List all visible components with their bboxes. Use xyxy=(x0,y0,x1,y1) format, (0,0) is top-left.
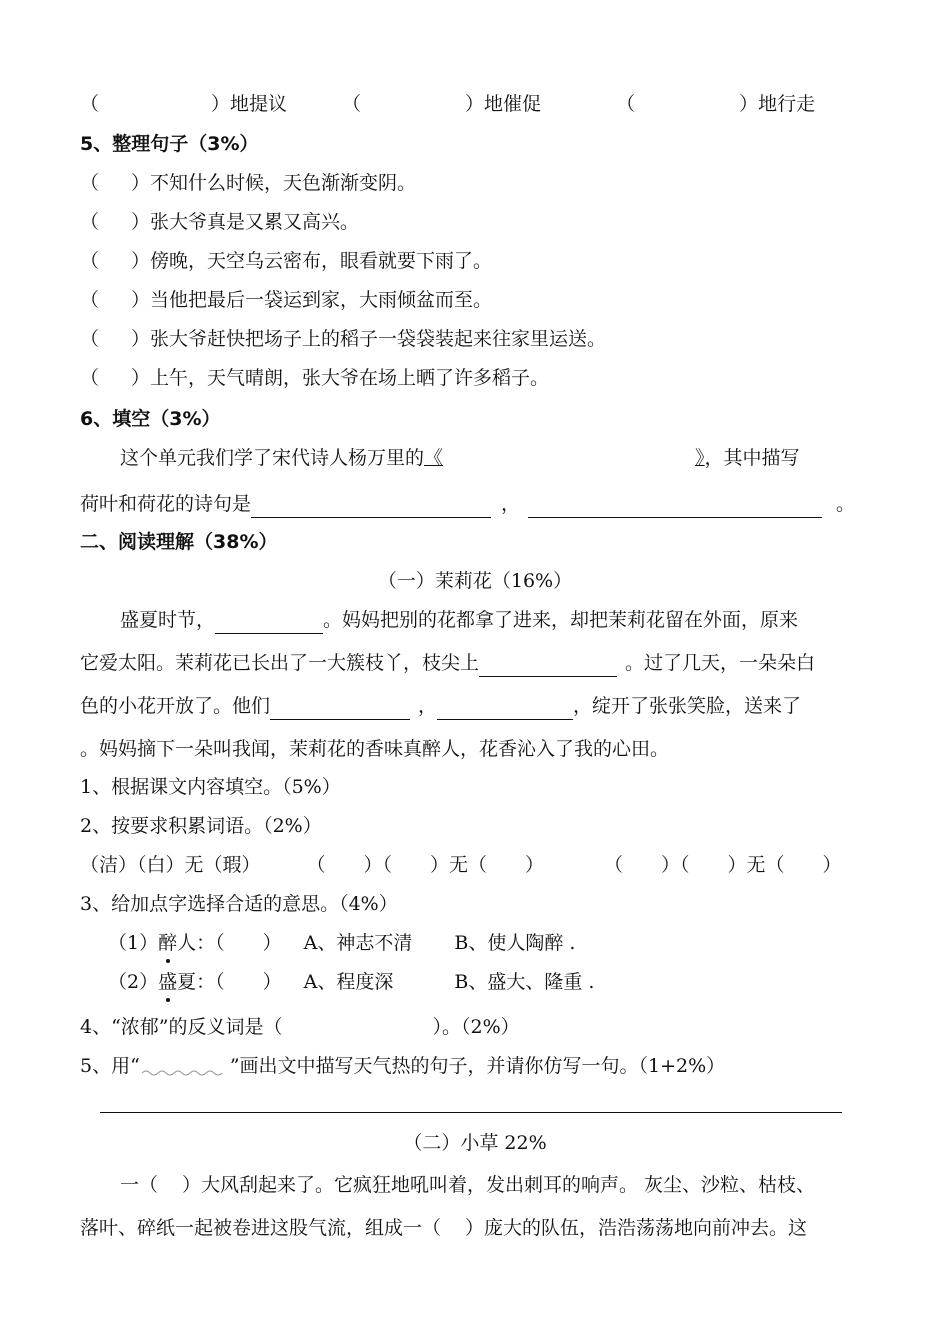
answer-line[interactable] xyxy=(100,1112,842,1113)
sentence-order-item: （ ）张大爷赶快把场子上的稻子一袋袋装起来往家里运送。 xyxy=(80,328,607,350)
adverb-blanks-line xyxy=(80,90,880,118)
passage-2-title: （二）小草 22% xyxy=(403,1132,547,1154)
question-5: 5、用“ ”画出文中描写天气热的句子，并请你仿写一句。（1+2%） xyxy=(80,1055,726,1077)
section-6-title: 6、填空（3%） xyxy=(80,408,221,430)
part-2-title: 二、阅读理解（38%） xyxy=(80,531,278,553)
option-b: B、使人陶醉 . xyxy=(454,932,576,954)
sentence-order-item: （ ）张大爷真是又累又高兴。 xyxy=(80,211,360,233)
paren-open: （ xyxy=(616,93,636,115)
question-4: 4、“浓郁”的反义词是（ ）。（2%） xyxy=(80,1016,520,1038)
fill-in-line-2: 荷叶和荷花的诗句是 ， 。 xyxy=(80,490,880,518)
question-3: 3、给加点字选择合适的意思。（4%） xyxy=(80,893,398,915)
passage-blank[interactable] xyxy=(215,611,323,634)
word-blank-1[interactable]: （ ）（ ）无（ ） xyxy=(306,854,545,876)
sentence-order-item: （ ）傍晚，天空乌云密布，眼看就要下雨了。 xyxy=(80,250,493,272)
passage-2-line-2: 落叶、碎纸一起被卷进这股气流，组成一（ ）庞大的队伍，浩浩荡荡地向前冲去。这 xyxy=(80,1217,808,1239)
question-1: 1、根据课文内容填空。（5%） xyxy=(80,776,341,798)
wavy-underline-icon xyxy=(140,1057,230,1077)
question-3-item-1: （1）醉人：（ ） A、神志不清 B、使人陶醉 . xyxy=(108,929,908,957)
adverb-item-3: ）地行走 xyxy=(739,93,816,115)
section-5-title: 5、整理句子（3%） xyxy=(80,133,259,155)
question-2-words xyxy=(80,851,880,879)
fill-in-line-1: 这个单元我们学了宋代诗人杨万里的《 》，其中描写 xyxy=(120,447,800,469)
passage-1-line-4: 。妈妈摘下一朵叫我闻，茉莉花的香味真醉人，花香沁入了我的心田。 xyxy=(80,738,670,760)
poem-line-blank-2[interactable] xyxy=(528,495,822,518)
passage-blank[interactable] xyxy=(437,697,573,720)
passage-1-line-3: 色的小花开放了。他们 ， ，绽开了张张笑脸，送来了 xyxy=(80,692,880,720)
option-a: A、程度深 xyxy=(303,971,394,993)
passage-1-title: （一）茉莉花（16%） xyxy=(377,570,573,592)
dotted-char: 醉 xyxy=(158,929,177,957)
sentence-order-item: （ ）不知什么时候，天色渐渐变阴。 xyxy=(80,172,417,194)
adverb-item-1: ）地提议 xyxy=(211,93,288,115)
paren-open: （ xyxy=(342,93,362,115)
question-3-item-2: （2）盛夏：（ ） A、程度深 B、盛大、隆重 . xyxy=(108,968,908,996)
question-2: 2、按要求积累词语。（2%） xyxy=(80,815,322,837)
poem-title-blank[interactable]: 《 》 xyxy=(424,447,705,469)
passage-1-line-2: 它爱太阳。茉莉花已长出了一大簇枝丫，枝尖上 。过了几天，一朵朵白 xyxy=(80,649,880,677)
passage-blank[interactable] xyxy=(479,654,617,677)
sentence-order-item: （ ）上午，天气晴朗，张大爷在场上晒了许多稻子。 xyxy=(80,367,550,389)
passage-1-line-1: 盛夏时节， 。妈妈把别的花都拿了进来，却把茉莉花留在外面，原来 xyxy=(120,606,880,634)
option-a: A、神志不清 xyxy=(303,932,413,954)
dotted-char: 盛 xyxy=(158,968,177,996)
adverb-item-2: ）地催促 xyxy=(465,93,542,115)
word-blank-2[interactable]: （ ）（ ）无（ ） xyxy=(604,854,842,876)
passage-blank[interactable] xyxy=(270,697,410,720)
poem-line-blank-1[interactable] xyxy=(251,495,491,518)
option-b: B、盛大、隆重 . xyxy=(454,971,595,993)
paren-open: （ xyxy=(80,93,100,115)
sentence-order-item: （ ）当他把最后一袋运到家，大雨倾盆而至。 xyxy=(80,289,493,311)
word-example: （洁）（白）无（瑕） xyxy=(80,854,261,876)
passage-2-line-1: 一（ ）大风刮起来了。它疯狂地吼叫着，发出刺耳的响声。 灰尘、沙粒、枯枝、 xyxy=(120,1174,816,1196)
